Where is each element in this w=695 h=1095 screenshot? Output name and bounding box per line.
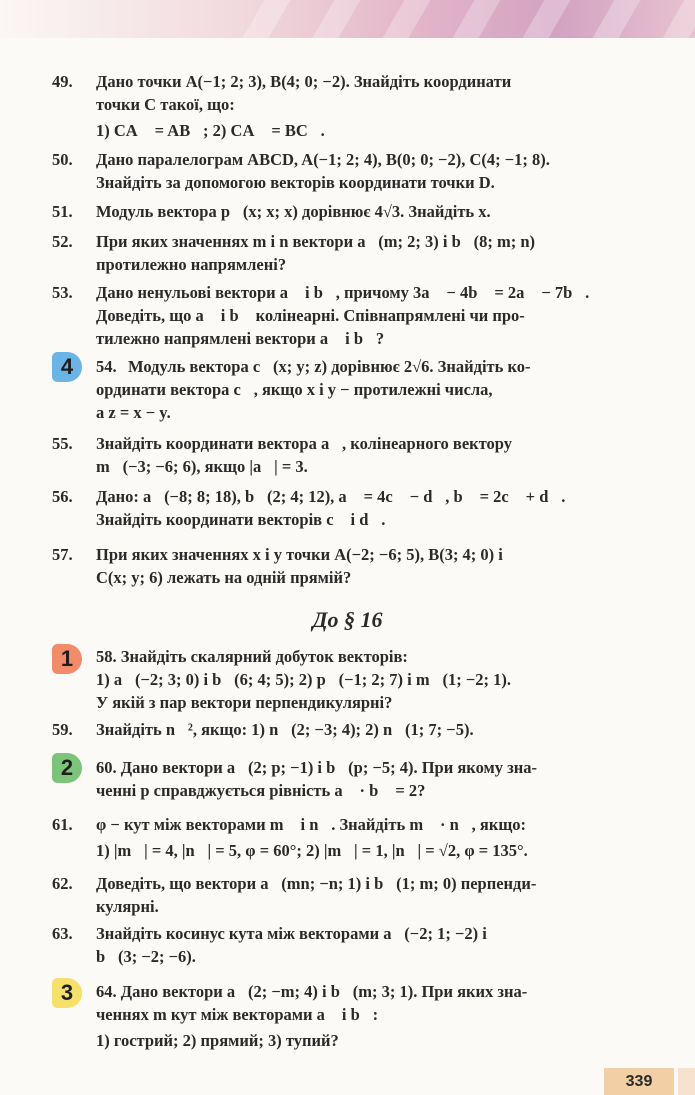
level-badge-4: 4 [52, 352, 82, 382]
problem-number: 64. [96, 982, 117, 1001]
page-edge [678, 1068, 695, 1095]
problem-62 [52, 872, 652, 918]
problem-number: 57. [52, 545, 73, 564]
problem-text: 64. Дано вектори a⃗(2; −m; 4) і b⃗(m; 3; 1). При яких зна- [96, 982, 528, 1001]
problem-text: Знайдіть n⃗², якщо: 1) n⃗(2; −3; 4); 2) n⃗(1; 7; −5). [96, 720, 474, 739]
top-banner [0, 0, 695, 38]
problem-text: кулярні. [96, 897, 159, 916]
problem-text: m⃗(−3; −6; 6), якщо |a⃗| = 3. [96, 457, 308, 476]
section-title: До § 16 [312, 607, 383, 632]
problem-59 [52, 718, 652, 741]
problem-text: Знайдіть за допомогою векторів координати точки D. [96, 173, 495, 192]
problem-text: У якій з пар вектори перпендикулярні? [96, 693, 393, 712]
problem-52 [52, 230, 652, 276]
problem-61 [52, 813, 652, 862]
problem-text: Знайдіть косинус кута між векторами a⃗(−2; 1; −2) і [96, 924, 487, 943]
problem-text: тилежно напрямлені вектори a⃗ і b⃗? [96, 329, 385, 348]
problem-56 [52, 485, 652, 531]
problem-text: ченнях m кут між векторами a⃗ і b⃗: [96, 1005, 379, 1024]
problem-64 [52, 980, 652, 1052]
problem-text: При яких значеннях m і n вектори a⃗(m; 2; 3) і b⃗(8; m; n) [96, 232, 535, 251]
problem-text: Модуль вектора c⃗(x; y; z) дорівнює 2√6. Знайдіть ко- [128, 357, 531, 376]
problem-number: 49. [52, 72, 73, 91]
problem-60 [52, 756, 652, 802]
problem-number: 61. [52, 815, 73, 834]
problem-49 [52, 70, 652, 142]
problem-number: 56. [52, 487, 73, 506]
problem-number: 59. [52, 720, 73, 739]
problem-number: 51. [52, 202, 73, 221]
problem-text: протилежно напрямлені? [96, 255, 287, 274]
problem-number: 62. [52, 874, 73, 893]
problem-options: 1) CA⃗ = AB⃗; 2) CA⃗ = BC⃗. [96, 121, 325, 140]
problem-number: 63. [52, 924, 73, 943]
problem-text: Дано: a⃗(−8; 8; 18), b⃗(2; 4; 12), a⃗ = 4c⃗ − d⃗, b⃗ = 2c⃗ + d⃗. [96, 487, 566, 506]
problem-text: ординати вектора c⃗, якщо x і y − протилежні числа, [96, 380, 493, 399]
problem-text: Знайдіть координати векторів c⃗ і d⃗. [96, 510, 386, 529]
problem-text: Доведіть, що вектори a⃗(mn; −n; 1) і b⃗(1; m; 0) перпенди- [96, 874, 537, 893]
problem-text: точки C такої, що: [96, 95, 235, 114]
problem-63 [52, 922, 652, 968]
problem-53 [52, 281, 652, 350]
problem-50 [52, 148, 652, 194]
level-badge-3: 3 [52, 978, 82, 1008]
page-number: 339 [604, 1068, 674, 1095]
problem-text: Дано ненульові вектори a⃗ і b⃗, причому 3a⃗ − 4b⃗ = 2a⃗ − 7b⃗. [96, 283, 590, 302]
problem-number: 54. [96, 357, 117, 376]
problem-text: а z = x − y. [96, 403, 171, 422]
level-badge-2: 2 [52, 753, 82, 783]
problem-text: Знайдіть координати вектора a⃗, колінеарного вектору [96, 434, 513, 453]
problem-text: C(x; y; 6) лежать на одній прямій? [96, 568, 352, 587]
problem-text: φ − кут між векторами m⃗ і n⃗. Знайдіть m⃗ · n⃗, якщо: [96, 815, 527, 834]
problem-number: 50. [52, 150, 73, 169]
problem-number: 60. [96, 758, 117, 777]
problem-number: 52. [52, 232, 73, 251]
level-badge-1: 1 [52, 644, 82, 674]
problem-text: При яких значеннях x і y точки A(−2; −6; 5), B(3; 4; 0) і [96, 545, 503, 564]
problem-options: 1) |m⃗| = 4, |n⃗| = 5, φ = 60°; 2) |m⃗| = 1, |n⃗| = √2, φ = 135°. [96, 841, 528, 860]
problem-text: ченні p справджується рівність a⃗ · b⃗ = 2? [96, 781, 426, 800]
problem-54 [52, 355, 652, 424]
problem-text: 60. Дано вектори a⃗(2; p; −1) і b⃗(p; −5; 4). При якому зна- [96, 758, 538, 777]
problem-57 [52, 543, 652, 589]
problem-text: 1) a⃗(−2; 3; 0) і b⃗(6; 4; 5); 2) p⃗(−1; 2; 7) і m⃗(1; −2; 1). [96, 670, 511, 689]
problem-options: 1) гострий; 2) прямий; 3) тупий? [96, 1031, 339, 1050]
problem-text: b⃗(3; −2; −6). [96, 947, 196, 966]
problem-text: 58. Знайдіть скалярний добуток векторів: [96, 647, 408, 666]
problem-text: Дано точки A(−1; 2; 3), B(4; 0; −2). Знайдіть координати [96, 72, 512, 91]
problem-51 [52, 200, 652, 223]
problem-text: Доведіть, що a⃗ і b⃗ колінеарні. Співнапрямлені чи про- [96, 306, 525, 325]
problem-58 [52, 645, 652, 714]
problem-number: 53. [52, 283, 73, 302]
problem-text: Модуль вектора p⃗(x; x; x) дорівнює 4√3. Знайдіть x. [96, 202, 491, 221]
problem-number: 58. [96, 647, 117, 666]
problem-text: Дано паралелограм ABCD, A(−1; 2; 4), B(0; 0; −2), C(4; −1; 8). [96, 150, 550, 169]
problem-55 [52, 432, 652, 478]
problem-number: 55. [52, 434, 73, 453]
